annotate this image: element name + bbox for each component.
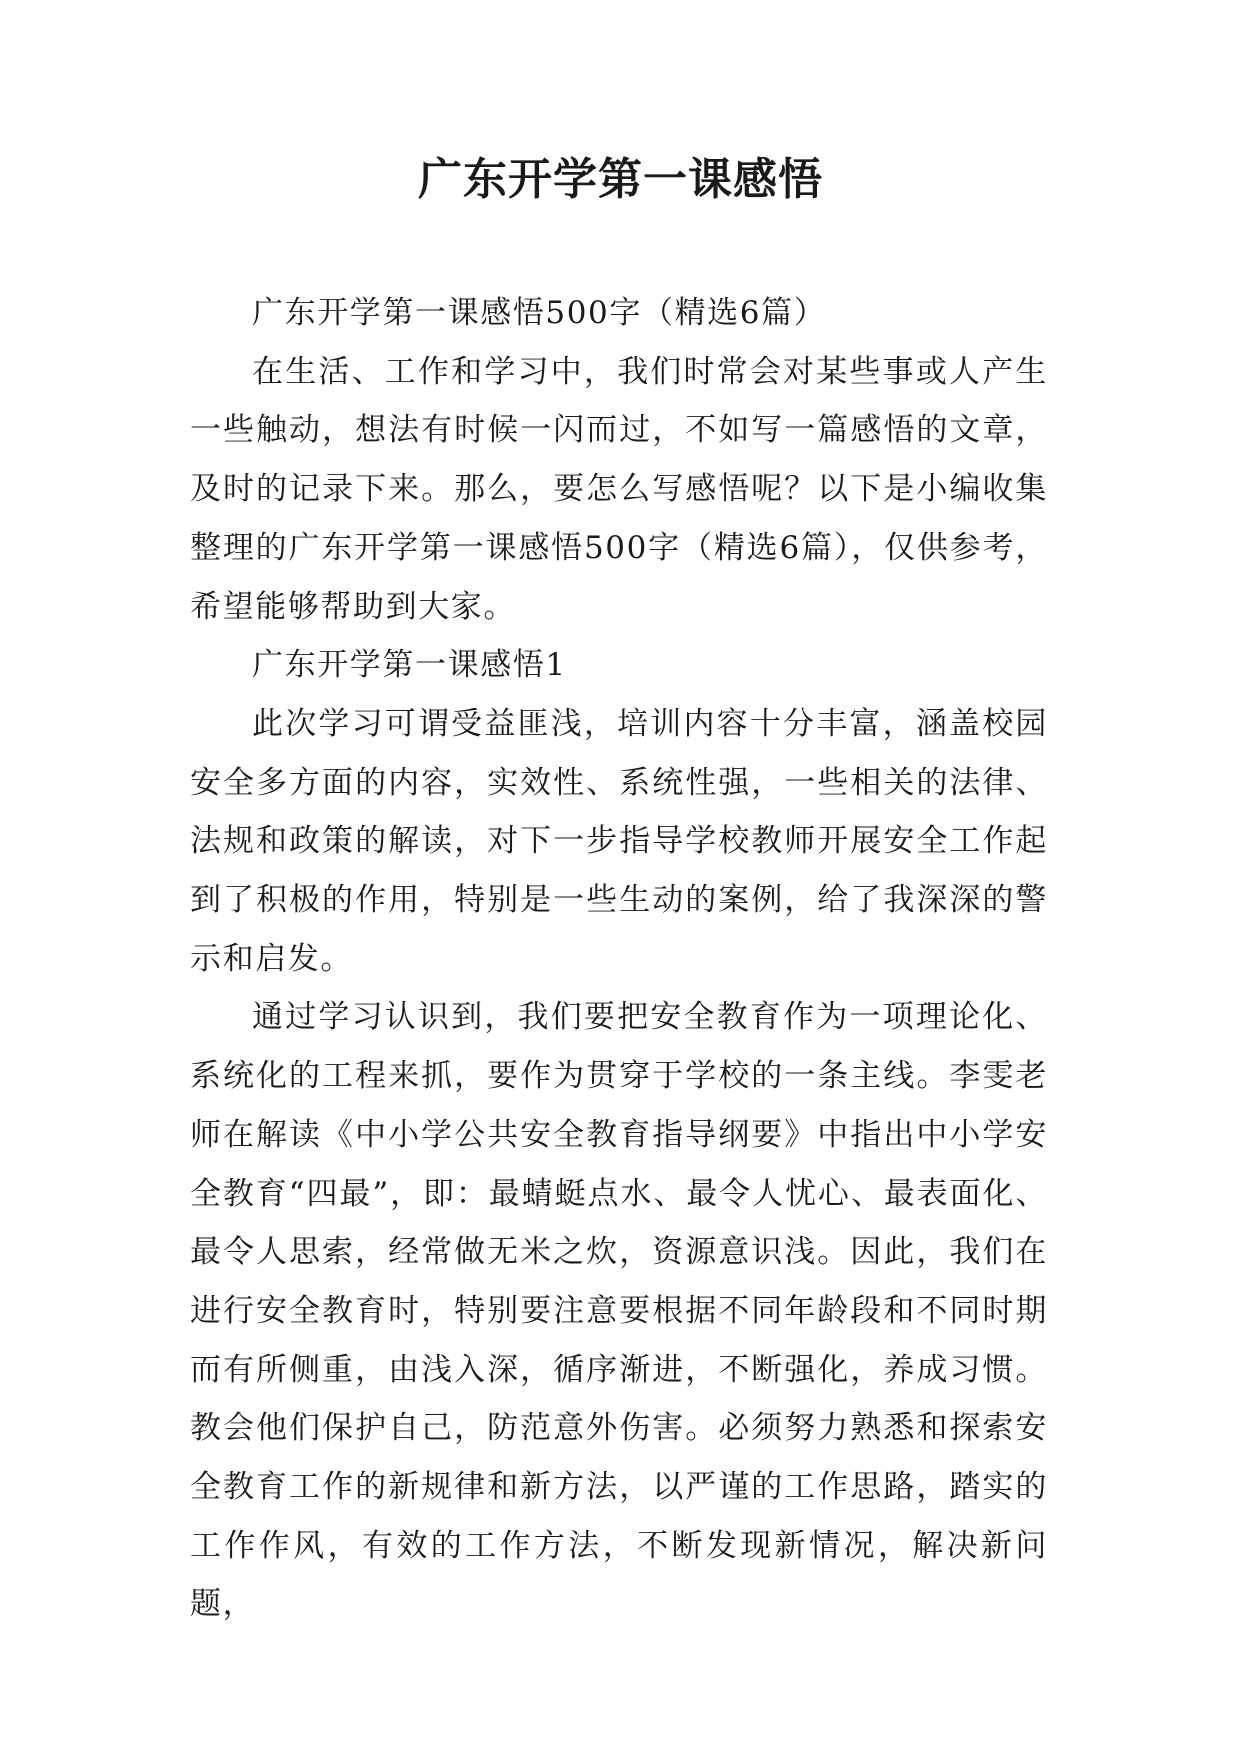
paragraph-section1-b: 通过学习认识到，我们要把安全教育作为一项理论化、系统化的工程来抓，要作为贯穿于学校的一条主线。李雯老师在解读《中小学公共安全教育指导纲要》中指出中小学安全教育“四最”，即：最蜻蜓点水、最令人忧心、最表面化、最令人思索，经常做无米之炊，资源意识浅。因此，我们在进行安全教育时，特别要注意要根据不同年龄段和不同时期而有所侧重，由浅入深，循序渐进，不断强化，养成习惯。教会他们保护自己，防范意外伤害。必须努力熟悉和探索安全教育工作的新规律和新方法，以严谨的工作思路，踏实的工作作风，有效的工作方法，不断发现新情况，解决新问题， bbox=[190, 999, 1048, 1623]
section-heading-1: 广东开学第一课感悟1 bbox=[252, 647, 567, 684]
paragraph-subtitle: 广东开学第一课感悟500字（精选6篇） bbox=[252, 295, 827, 331]
document-title: 广东开学第一课感悟 bbox=[418, 154, 823, 205]
paragraph-intro: 在生活、工作和学习中，我们时常会对某些事或人产生一些触动，想法有时候一闪而过，不如写一篇感悟的文章，及时的记录下来。那么，要怎么写感悟呢？以下是小编收集整理的广东开学第一课感悟500字（精选6篇），仅供参考，希望能够帮助到大家。 bbox=[190, 353, 1048, 625]
document-body bbox=[190, 284, 1048, 1634]
paragraph-section1-a: 此次学习可谓受益匪浅，培训内容十分丰富，涵盖校园安全多方面的内容，实效性、系统性强，一些相关的法律、法规和政策的解读，对下一步指导学校教师开展安全工作起到了积极的作用，特别是一些生动的案例，给了我深深的警示和启发。 bbox=[190, 705, 1048, 977]
